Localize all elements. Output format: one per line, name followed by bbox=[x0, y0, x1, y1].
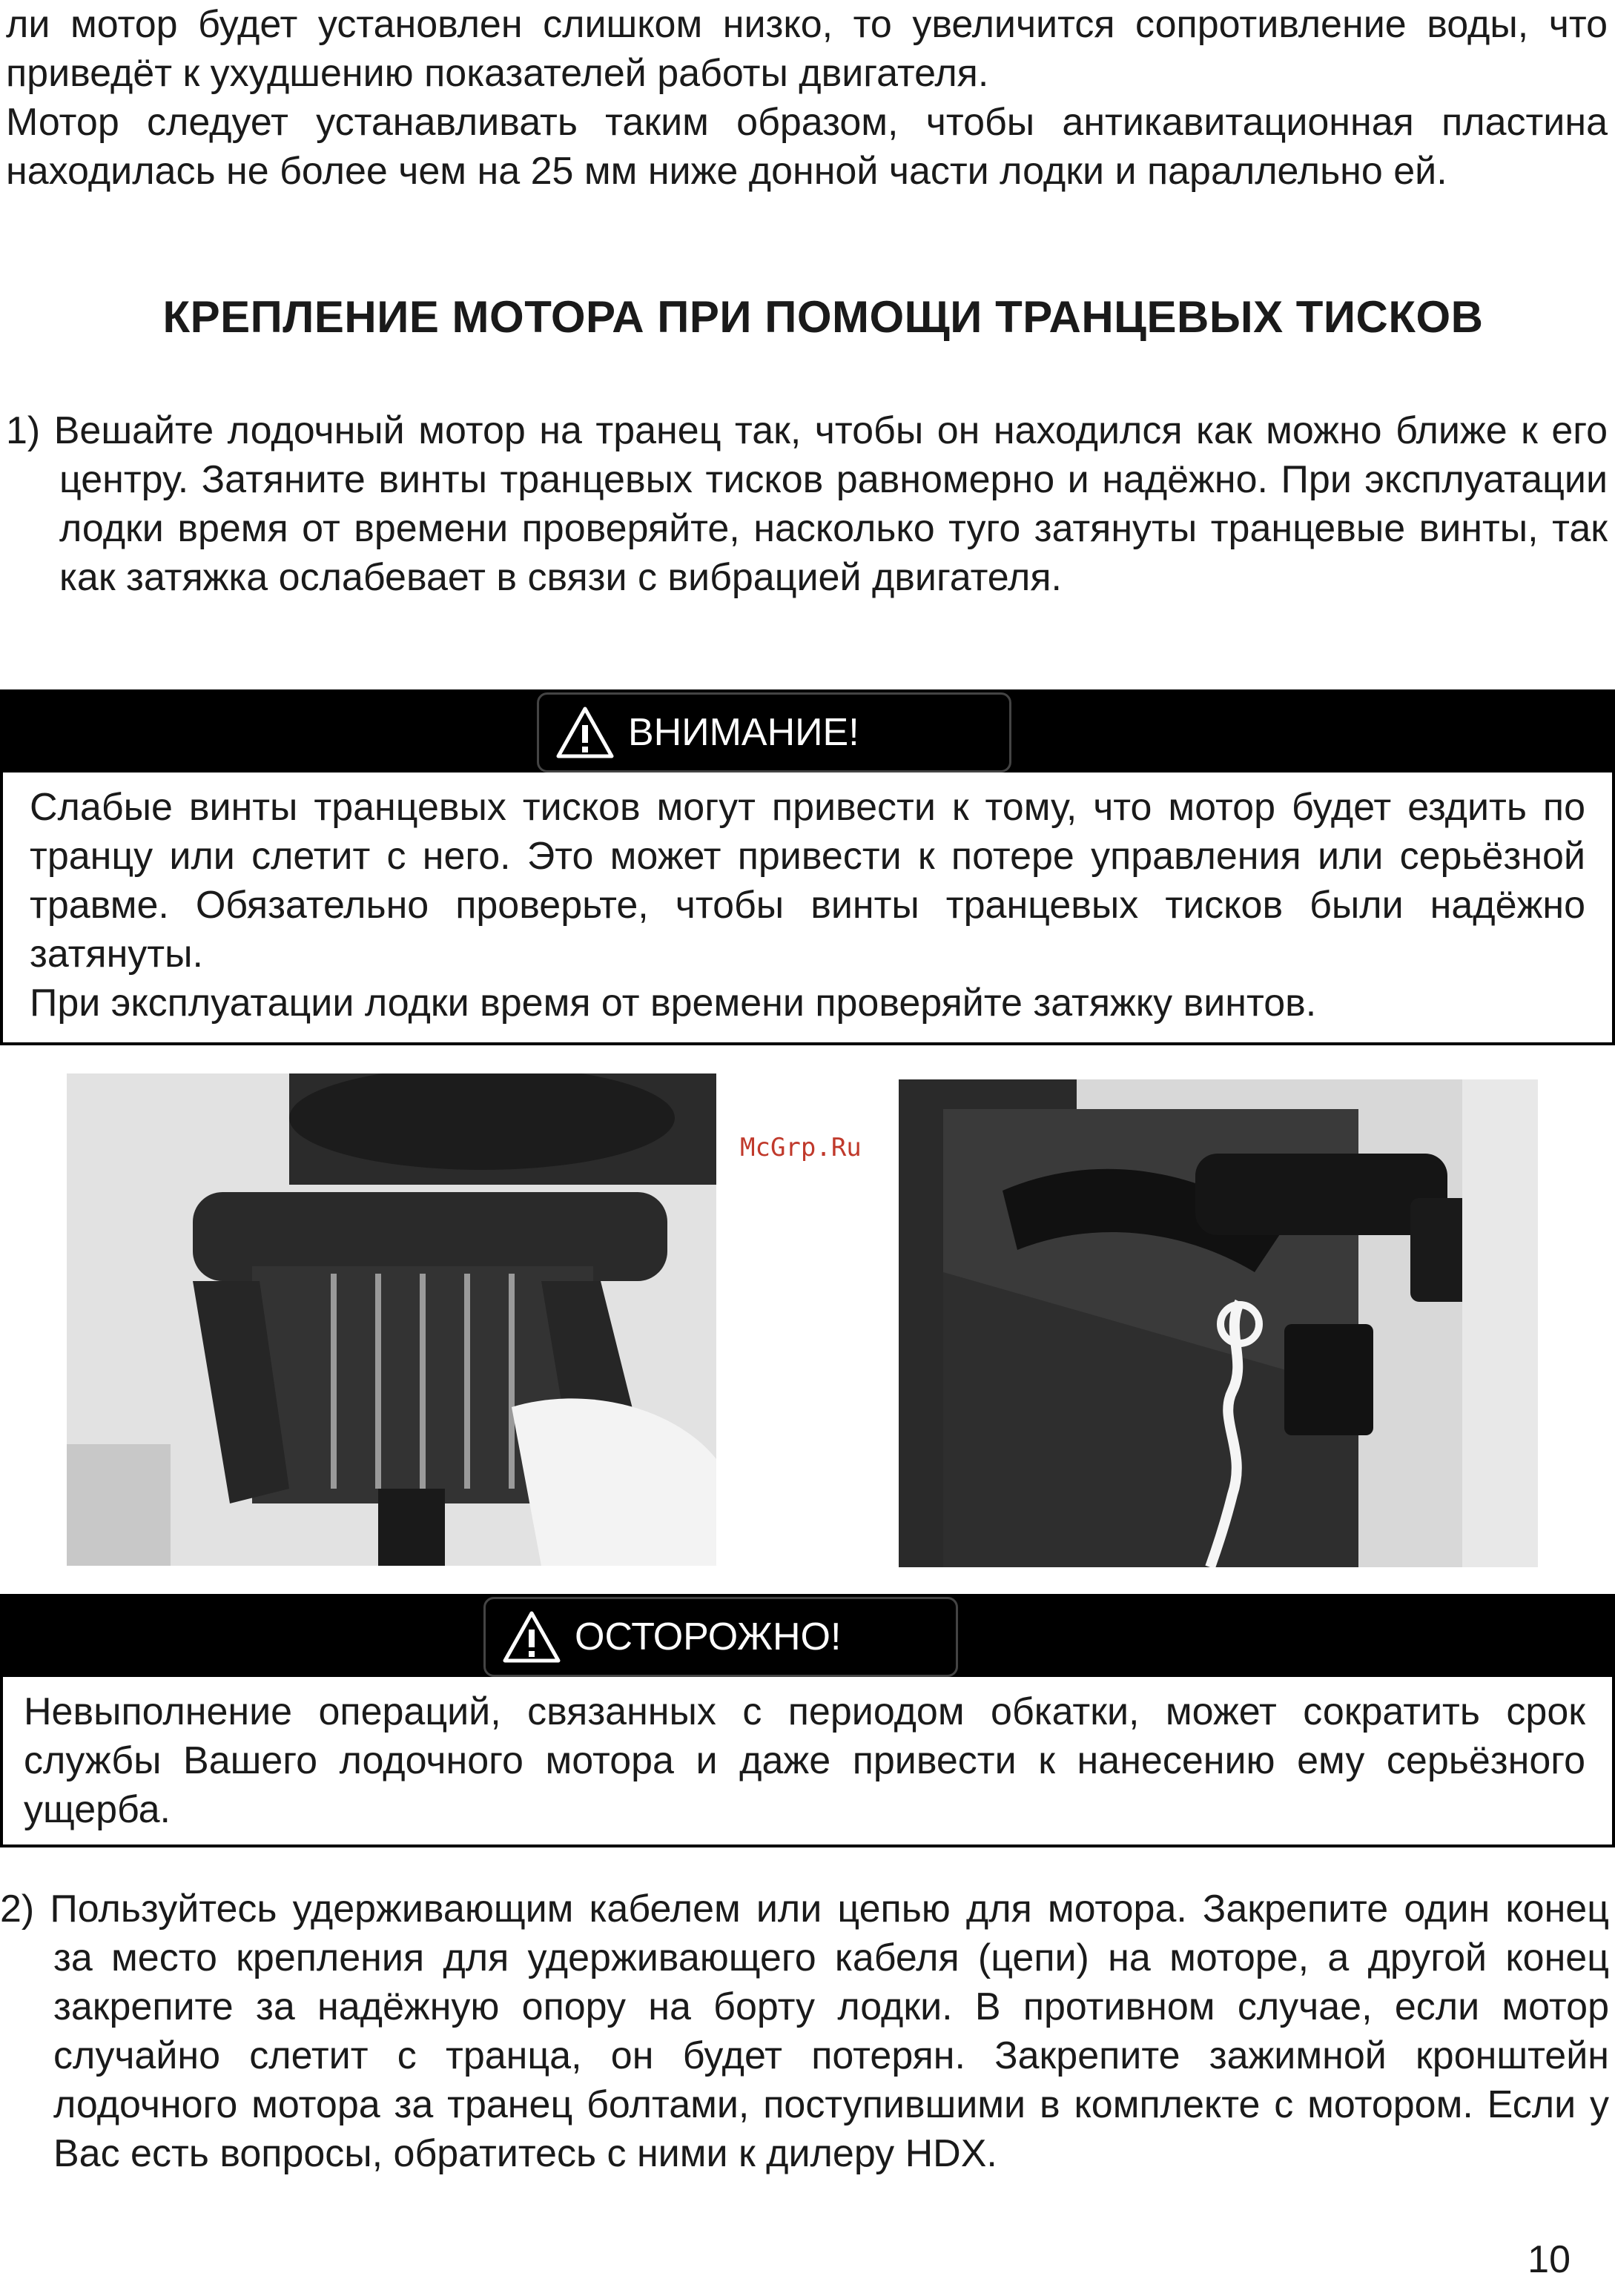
warning-label: ВНИМАНИЕ! bbox=[628, 711, 859, 754]
caution-box bbox=[0, 1594, 1615, 1847]
warning-triangle-icon bbox=[555, 706, 615, 759]
caution-label: ОСТОРОЖНО! bbox=[575, 1615, 842, 1658]
warning-text-2: При эксплуатации лодки время от времени проверяйте затяжку винтов. bbox=[30, 982, 1317, 1025]
warning-bar bbox=[3, 692, 1612, 772]
warning-badge bbox=[537, 692, 1011, 772]
warning-triangle-icon bbox=[502, 1610, 561, 1664]
watermark: McGrp.Ru bbox=[740, 1133, 862, 1162]
intro-paragraph: ли мотор будет установлен слишком низко, то увеличится сопротивление воды, что приведёт к ухудшению показателей работы двигателя. bbox=[6, 3, 1608, 95]
section-title: КРЕПЛЕНИЕ МОТОРА ПРИ ПОМОЩИ ТРАНЦЕВЫХ ТИСКОВ bbox=[162, 292, 1484, 342]
step-1: 1) Вешайте лодочный мотор на транец так, чтобы он находился как можно ближе к его центру. Затяните винты транцевых тисков равномерно и надёжно. При эксплуатации лодки время от времени проверяйте, насколько туго затянуты транцевые винты, так как затяжка ослабевает в связи с вибрацией двигателя. bbox=[6, 409, 1608, 599]
photo-clamp-screws bbox=[67, 1073, 716, 1566]
caution-badge bbox=[483, 1597, 958, 1677]
warning-text: Слабые винты транцевых тисков могут привести к тому, что мотор будет ездить по транцу или слетит с него. Это может привести к потере управления или серьёзной травме. Обязательно проверьте, чтобы винты транцевых тисков были надёжно затянуты. bbox=[30, 786, 1585, 976]
intro-paragraph-2: Мотор следует устанавливать таким образом, чтобы антикавитационная пластина находилась не более чем на 25 мм ниже донной части лодки и параллельно ей. bbox=[6, 101, 1608, 193]
caution-bar bbox=[3, 1597, 1612, 1677]
warning-box bbox=[0, 689, 1615, 1045]
page-number: 10 bbox=[1528, 2238, 1571, 2281]
step-2: 2) Пользуйтесь удерживающим кабелем или цепью для мотора. Закрепите один конец за место крепления для удерживающего кабеля (цепи) на моторе, а другой конец закрепите за надёжную опору на борту лодки. В противном случае, если мотор случайно слетит с транца, он будет потерян. Закрепите зажимной кронштейн лодочного мотора за транец болтами, поступившими в комплекте с мотором. Если у Вас есть вопросы, обратитесь с ними к дилеру HDX. bbox=[0, 1888, 1609, 2175]
photo-safety-cable bbox=[899, 1079, 1538, 1567]
caution-text: Невыполнение операций, связанных с периодом обкатки, может сократить срок службы Вашего лодочного мотора и даже привести к нанесению ему серьёзного ущерба. bbox=[24, 1690, 1585, 1831]
